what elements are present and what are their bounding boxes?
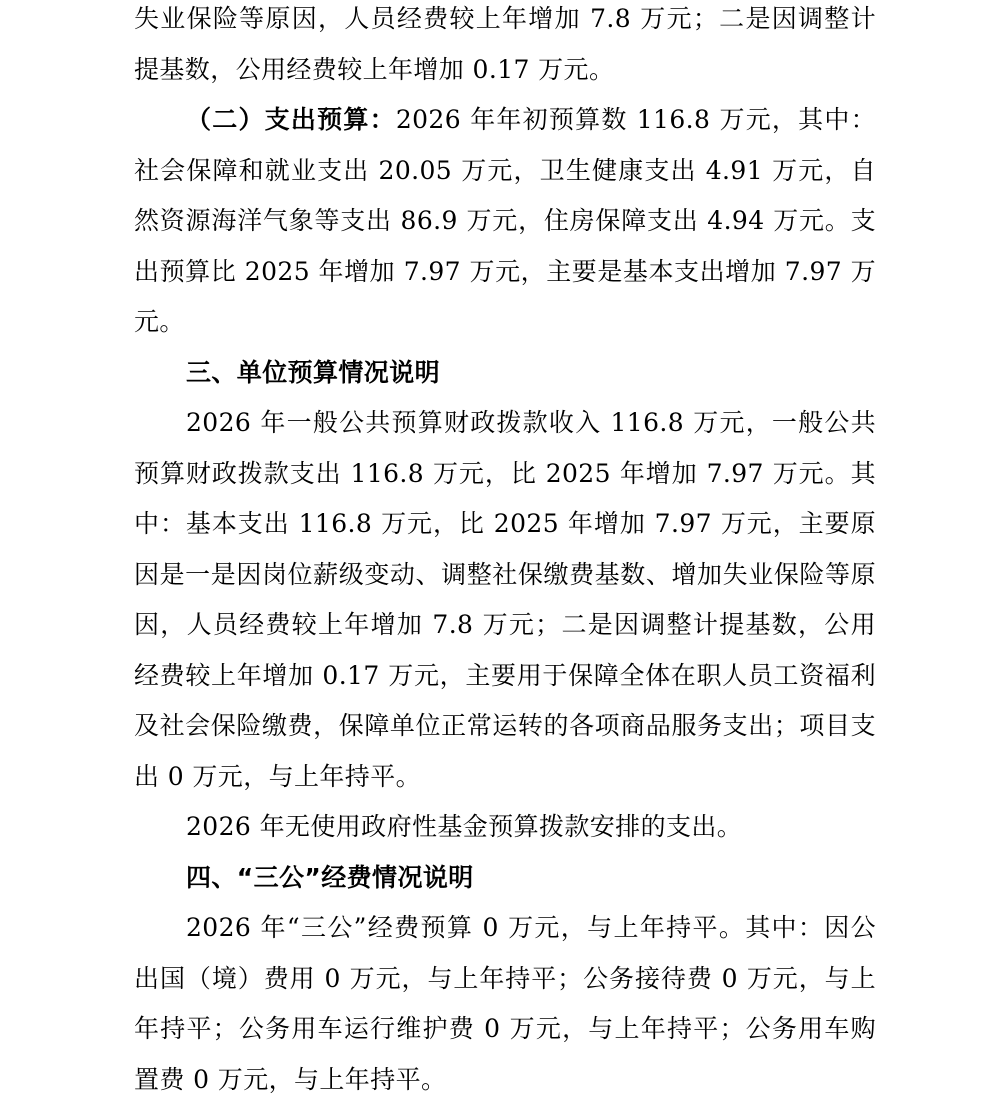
document-page (134, 0, 876, 1105)
paragraph-unit-budget: 2026 年一般公共预算财政拨款收入 116.8 万元，一般公共预算财政拨款支出 116.8 万元，比 2025 年增加 7.97 万元。其中：基本支出 116.8 万元，比 2025 年增加 7.97 万元，主要原因是一是因岗位薪级变动、调整社保缴费基数、增加失业保险等原因，人员经费较上年增加 7.8 万元；二是因调整计提基数，公用经费较上年增加 0.17 万元，主要用于保障全体在职人员工资福利及社会保险缴费，保障单位正常运转的各项商品服务支出；项目支出 0 万元，与上年持平。 (134, 408, 876, 791)
paragraph-expenditure-budget (134, 95, 876, 348)
paragraph-three-public: 2026 年“三公”经费预算 0 万元，与上年持平。其中：因公出国（境）费用 0 万元，与上年持平；公务接待费 0 万元，与上年持平；公务用车运行维护费 0 万元，与上年持平；公务用车购置费 0 万元，与上年持平。 (134, 913, 876, 1094)
paragraph-continuation: 失业保险等原因，人员经费较上年增加 7.8 万元；二是因调整计提基数，公用经费较上年增加 0.17 万元。 (134, 4, 876, 84)
section-heading-three-public: 四、“三公”经费情况说明 (186, 862, 474, 892)
paragraph-government-fund: 2026 年无使用政府性基金预算拨款安排的支出。 (186, 812, 743, 841)
expenditure-budget-text: 2026 年年初预算数 116.8 万元，其中：社会保障和就业支出 20.05 万元，卫生健康支出 4.91 万元，自然资源海洋气象等支出 86.9 万元，住房保障支出 4.94 万元。支出预算比 2025 年增加 7.97 万元，主要是基本支出增加 7.97 万元。 (134, 105, 877, 336)
expenditure-budget-label: （二）支出预算： (186, 105, 396, 134)
section-heading-unit-budget: 三、单位预算情况说明 (186, 357, 441, 387)
